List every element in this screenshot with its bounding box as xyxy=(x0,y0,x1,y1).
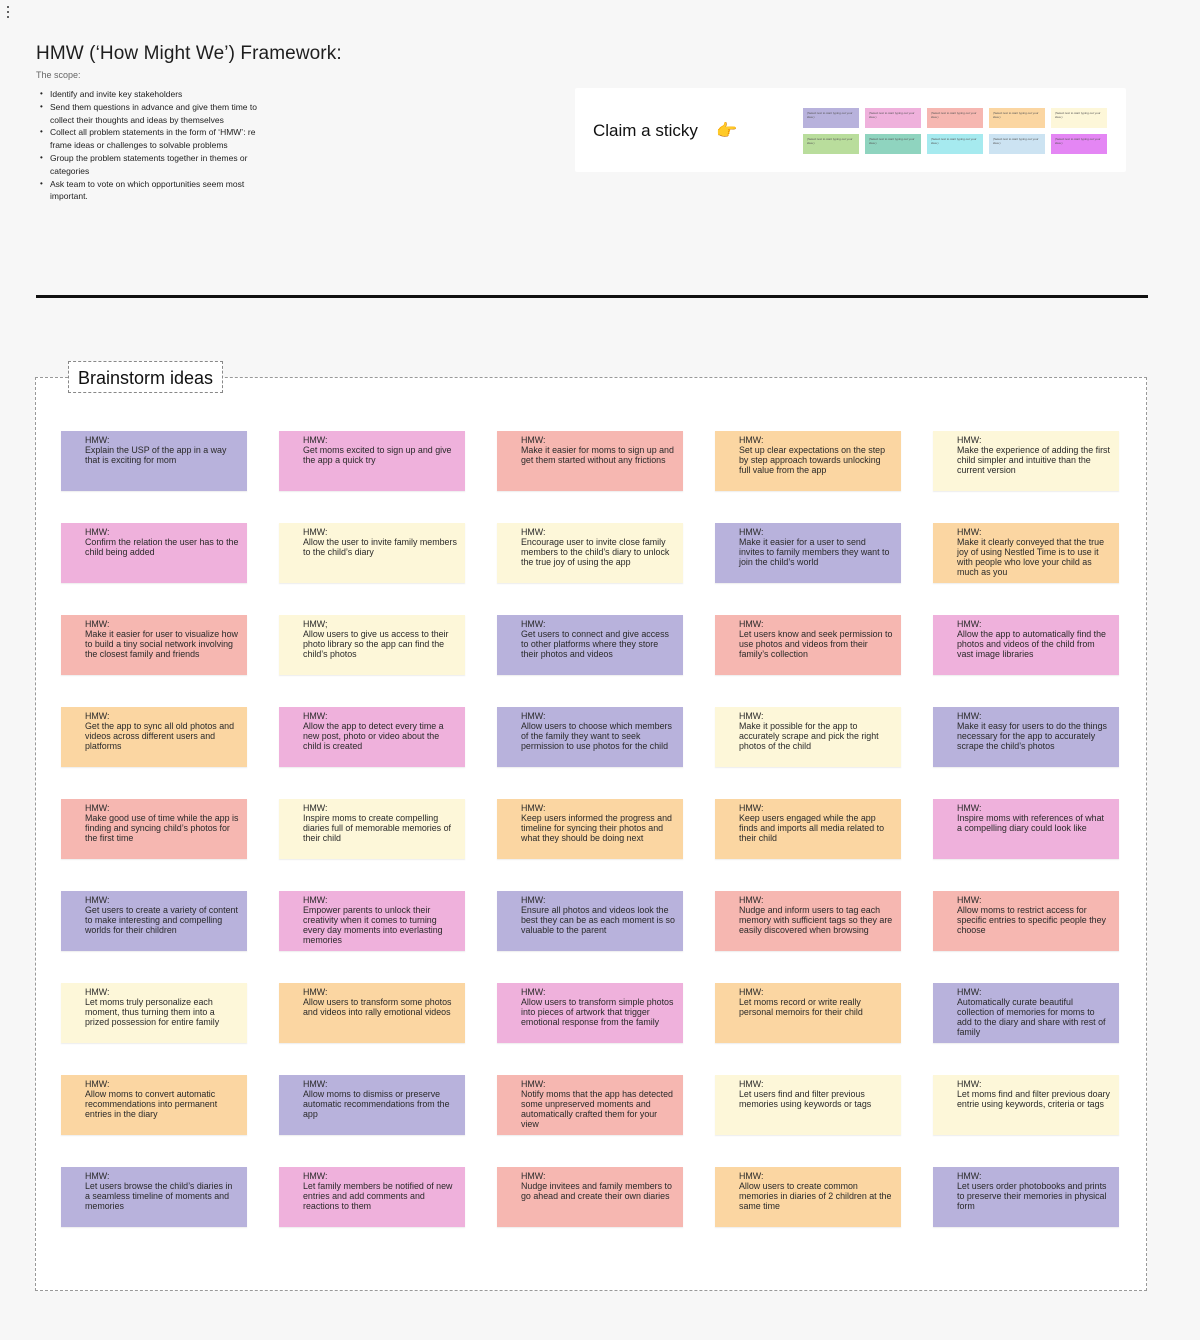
sticky-palette xyxy=(803,108,1107,154)
sticky-note[interactable] xyxy=(715,1075,901,1135)
sticky-text: Make it easier for a user to send invites to family members they want to join the child’s world xyxy=(739,537,890,567)
sticky-text: Make it possible for the app to accurately scrape and pick the right photos of the child xyxy=(739,721,879,751)
sticky-note[interactable] xyxy=(61,1075,247,1135)
page-title: HMW (‘How Might We’) Framework: xyxy=(36,42,342,64)
sticky-text: Allow users to transform simple photos into pieces of artwork that trigger emotional response from the family xyxy=(521,997,674,1027)
sticky-text: Let users find and filter previous memories using keywords or tags xyxy=(739,1089,872,1109)
palette-sticky-orange[interactable]: (Select text to start typing out your idea.) xyxy=(989,108,1045,128)
sticky-heading: HMW: xyxy=(957,1171,982,1181)
sticky-text: Let users know and seek permission to use photos and videos from their family’s collection xyxy=(739,629,893,659)
sticky-text: Nudge invitees and family members to go ahead and create their own diaries xyxy=(521,1181,672,1201)
sticky-heading: HMW: xyxy=(739,619,764,629)
sticky-heading: HMW: xyxy=(303,1079,328,1089)
sticky-grid xyxy=(61,431,1119,1227)
scope-item: • Collect all problem statements in the form of ‘HMW’: re frame ideas or challenges to solvable problems xyxy=(40,126,272,152)
sticky-text: Get users to connect and give access to other platforms where they store their photos and videos xyxy=(521,629,669,659)
palette-sticky-cream[interactable]: (Select text to start typing out your idea.) xyxy=(1051,108,1107,128)
sticky-heading: HMW: xyxy=(739,527,764,537)
scope-list xyxy=(40,88,272,203)
sticky-note[interactable] xyxy=(715,1167,901,1227)
sticky-note[interactable] xyxy=(61,431,247,491)
section-divider xyxy=(36,295,1148,298)
sticky-text: Set up clear expectations on the step by step approach towards unlocking full value from the app xyxy=(739,445,886,475)
sticky-text: Inspire moms with references of what a compelling diary could look like xyxy=(957,813,1104,833)
pointing-hand-icon: 👉 xyxy=(716,121,738,140)
sticky-note[interactable] xyxy=(715,615,901,675)
sticky-text: Keep users informed the progress and timeline for syncing their photos and what they should be doing next xyxy=(521,813,672,843)
sticky-text: Empower parents to unlock their creativity when it comes to turning every day moments into everlasting memories xyxy=(303,905,443,945)
sticky-note[interactable] xyxy=(279,523,465,583)
palette-sticky-purple[interactable]: (Select text to start typing out your idea.) xyxy=(803,108,859,128)
palette-sticky-green[interactable]: (Select text to start typing out your idea.) xyxy=(803,134,859,154)
sticky-note[interactable] xyxy=(61,615,247,675)
sticky-heading: HMW: xyxy=(957,895,982,905)
sticky-note[interactable] xyxy=(497,1167,683,1227)
sticky-heading: HMW: xyxy=(521,527,546,537)
palette-sticky-pink[interactable]: (Select text to start typing out your idea.) xyxy=(865,108,921,128)
sticky-text: Inspire moms to create compelling diaries full of memorable memories of their child xyxy=(303,813,451,843)
sticky-heading: HMW: xyxy=(739,803,764,813)
palette-sticky-magenta[interactable]: (Select text to start typing out your idea.) xyxy=(1051,134,1107,154)
sticky-note[interactable] xyxy=(933,707,1119,767)
sticky-text: Allow the app to detect every time a new post, photo or video about the child is created xyxy=(303,721,444,751)
sticky-note[interactable] xyxy=(715,983,901,1043)
sticky-note[interactable] xyxy=(61,891,247,951)
sticky-text: Allow moms to convert automatic recommendations into permanent entries in the diary xyxy=(85,1089,218,1119)
sticky-heading: HMW: xyxy=(85,619,110,629)
sticky-heading: HMW: xyxy=(303,987,328,997)
sticky-note[interactable] xyxy=(497,799,683,859)
sticky-heading: HMW: xyxy=(521,1079,546,1089)
sticky-heading: HMW: xyxy=(85,435,110,445)
sticky-note[interactable] xyxy=(61,983,247,1043)
sticky-note[interactable] xyxy=(715,523,901,583)
sticky-heading: HMW: xyxy=(739,711,764,721)
sticky-text: Make good use of time while the app is finding and syncing child’s photos for the first time xyxy=(85,813,239,843)
sticky-heading: HMW: xyxy=(303,1171,328,1181)
sticky-note[interactable] xyxy=(279,891,465,951)
sticky-heading: HMW: xyxy=(521,895,546,905)
sticky-text: Allow the user to invite family members to the child’s diary xyxy=(303,537,457,557)
sticky-note[interactable] xyxy=(279,707,465,767)
sticky-note[interactable] xyxy=(279,983,465,1043)
sticky-heading: HMW: xyxy=(85,987,110,997)
sticky-heading: HMW: xyxy=(521,987,546,997)
sticky-heading: HMW: xyxy=(85,1171,110,1181)
sticky-note[interactable] xyxy=(497,891,683,951)
sticky-text: Ensure all photos and videos look the best they can be as each moment is so valuable to the parent xyxy=(521,905,675,935)
scope-item: • Send them questions in advance and give them time to collect their thoughts and ideas by themselves xyxy=(40,101,272,127)
sticky-heading: HMW: xyxy=(521,435,546,445)
sticky-note[interactable] xyxy=(497,431,683,491)
sticky-heading: HMW: xyxy=(85,527,110,537)
sticky-text: Allow users to transform some photos and videos into rally emotional videos xyxy=(303,997,452,1017)
sticky-text: Make it easier for moms to sign up and get them started without any frictions xyxy=(521,445,674,465)
sticky-text: Make it easier for user to visualize how to build a tiny social network involving the closest family and friends xyxy=(85,629,238,659)
sticky-heading: HMW: xyxy=(739,1079,764,1089)
sticky-heading: HMW: xyxy=(303,803,328,813)
sticky-heading: HMW: xyxy=(521,1171,546,1181)
sticky-note[interactable] xyxy=(497,1075,683,1135)
sticky-note[interactable] xyxy=(61,523,247,583)
sticky-note[interactable] xyxy=(497,615,683,675)
sticky-text: Allow users to create common memories in diaries of 2 children at the same time xyxy=(739,1181,892,1211)
sticky-heading: HMW: xyxy=(957,527,982,537)
sticky-text: Allow moms to restrict access for specific entries to specific people they choose xyxy=(957,905,1106,935)
sticky-note[interactable] xyxy=(61,1167,247,1227)
sticky-heading: HMW: xyxy=(85,895,110,905)
menu-dots-icon[interactable] xyxy=(7,6,9,18)
sticky-text: Nudge and inform users to tag each memory with sufficient tags so they are easily discovered when browsing xyxy=(739,905,893,935)
sticky-heading: HMW: xyxy=(85,803,110,813)
sticky-note[interactable] xyxy=(933,523,1119,583)
sticky-note[interactable] xyxy=(61,707,247,767)
sticky-text: Let moms find and filter previous doary entrie using keywords, criteria or tags xyxy=(957,1089,1110,1109)
palette-sticky-light-blue[interactable]: (Select text to start typing out your idea.) xyxy=(989,134,1045,154)
scope-label: The scope: xyxy=(36,70,81,80)
sticky-heading: HMW: xyxy=(303,711,328,721)
sticky-heading: HMW: xyxy=(957,987,982,997)
sticky-note[interactable] xyxy=(933,1075,1119,1135)
sticky-note[interactable] xyxy=(933,891,1119,951)
sticky-heading: HMW: xyxy=(521,619,546,629)
sticky-text: Automatically curate beautiful collection of memories for moms to add to the diary and share with rest of family xyxy=(957,997,1106,1037)
sticky-note[interactable] xyxy=(715,799,901,859)
sticky-heading: HMW: xyxy=(957,1079,982,1089)
sticky-text: Let family members be notified of new entries and add comments and reactions to them xyxy=(303,1181,453,1211)
sticky-note[interactable] xyxy=(279,1075,465,1135)
sticky-text: Make it clearly conveyed that the true joy of using Nestled Time is to use it with people who love your child as much as you xyxy=(957,537,1105,577)
sticky-heading: HMW: xyxy=(303,527,328,537)
sticky-text: Let users order photobooks and prints to preserve their memories in physical form xyxy=(957,1181,1107,1211)
sticky-text: Get the app to sync all old photos and videos across different users and platforms xyxy=(85,721,235,751)
palette-sticky-teal[interactable]: (Select text to start typing out your idea.) xyxy=(865,134,921,154)
sticky-heading: HMW: xyxy=(303,435,328,445)
sticky-text: Allow users to choose which members of the family they want to seek permission to use photos for the child xyxy=(521,721,672,751)
claim-a-sticky-card xyxy=(575,88,1126,172)
sticky-heading: HMW: xyxy=(521,711,546,721)
sticky-text: Let moms record or write really personal memoirs for their child xyxy=(739,997,863,1017)
sticky-note[interactable] xyxy=(715,431,901,491)
sticky-note[interactable] xyxy=(497,983,683,1043)
sticky-note[interactable] xyxy=(279,1167,465,1227)
sticky-heading: HMW: xyxy=(957,435,982,445)
sticky-text: Allow users to give us access to their photo library so the app can find the child’s photos xyxy=(303,629,449,659)
scope-item: • Group the problem statements together in themes or categories xyxy=(40,152,272,178)
sticky-heading: HMW: xyxy=(303,895,328,905)
sticky-text: Explain the USP of the app in a way that is exciting for mom xyxy=(85,445,227,465)
sticky-note[interactable] xyxy=(497,707,683,767)
sticky-heading: HMW: xyxy=(739,435,764,445)
sticky-note[interactable] xyxy=(933,431,1119,491)
sticky-note[interactable] xyxy=(933,983,1119,1043)
sticky-text: Make the experience of adding the first child simpler and intuitive than the current version xyxy=(957,445,1110,475)
sticky-note[interactable] xyxy=(279,799,465,859)
sticky-heading: HMW: xyxy=(739,987,764,997)
sticky-note[interactable] xyxy=(61,799,247,859)
sticky-text: Make it easy for users to do the things necessary for the app to accurately scrape the child’s photos xyxy=(957,721,1107,751)
sticky-note[interactable] xyxy=(279,431,465,491)
sticky-heading: HMW: xyxy=(957,619,982,629)
sticky-text: Get moms excited to sign up and give the app a quick try xyxy=(303,445,452,465)
sticky-text: Allow the app to automatically find the photos and videos of the child from vast image libraries xyxy=(957,629,1106,659)
sticky-note[interactable] xyxy=(279,615,465,675)
claim-title: Claim a sticky xyxy=(593,121,698,140)
sticky-note[interactable] xyxy=(715,891,901,951)
sticky-text: Keep users engaged while the app finds and imports all media related to their child xyxy=(739,813,885,843)
palette-sticky-cyan[interactable]: (Select text to start typing out your idea.) xyxy=(927,134,983,154)
board-label: Brainstorm ideas xyxy=(68,361,223,393)
sticky-heading: HMW: xyxy=(85,1079,110,1089)
sticky-text: Allow moms to dismiss or preserve automatic recommendations from the app xyxy=(303,1089,450,1119)
sticky-heading: HMW: xyxy=(739,895,764,905)
palette-sticky-salmon[interactable]: (Select text to start typing out your idea.) xyxy=(927,108,983,128)
sticky-text: Notify moms that the app has detected some unpreserved moments and automatically crafted them for your view xyxy=(521,1089,673,1129)
sticky-heading: HMW: xyxy=(957,711,982,721)
sticky-note[interactable] xyxy=(715,707,901,767)
sticky-text: Confirm the relation the user has to the child being added xyxy=(85,537,239,557)
sticky-text: Let moms truly personalize each moment, thus turning them into a prized possession for entire family xyxy=(85,997,220,1027)
sticky-text: Let users browse the child’s diaries in a seamless timeline of moments and memories xyxy=(85,1181,233,1211)
sticky-note[interactable] xyxy=(933,615,1119,675)
sticky-heading: HMW: xyxy=(739,1171,764,1181)
sticky-note[interactable] xyxy=(497,523,683,583)
scope-item: • Ask team to vote on which opportunities seem most important. xyxy=(40,178,272,204)
sticky-heading: HMW: xyxy=(521,803,546,813)
sticky-heading: HMW: xyxy=(85,711,110,721)
sticky-heading: HMW; xyxy=(303,619,328,629)
sticky-note[interactable] xyxy=(933,799,1119,859)
sticky-heading: HMW: xyxy=(957,803,982,813)
sticky-text: Encourage user to invite close family members to the child’s diary to unlock the true joy of using the app xyxy=(521,537,670,567)
scope-item: • Identify and invite key stakeholders xyxy=(40,88,272,101)
sticky-text: Get users to create a variety of content to make interesting and compelling worlds for their children xyxy=(85,905,238,935)
sticky-note[interactable] xyxy=(933,1167,1119,1227)
